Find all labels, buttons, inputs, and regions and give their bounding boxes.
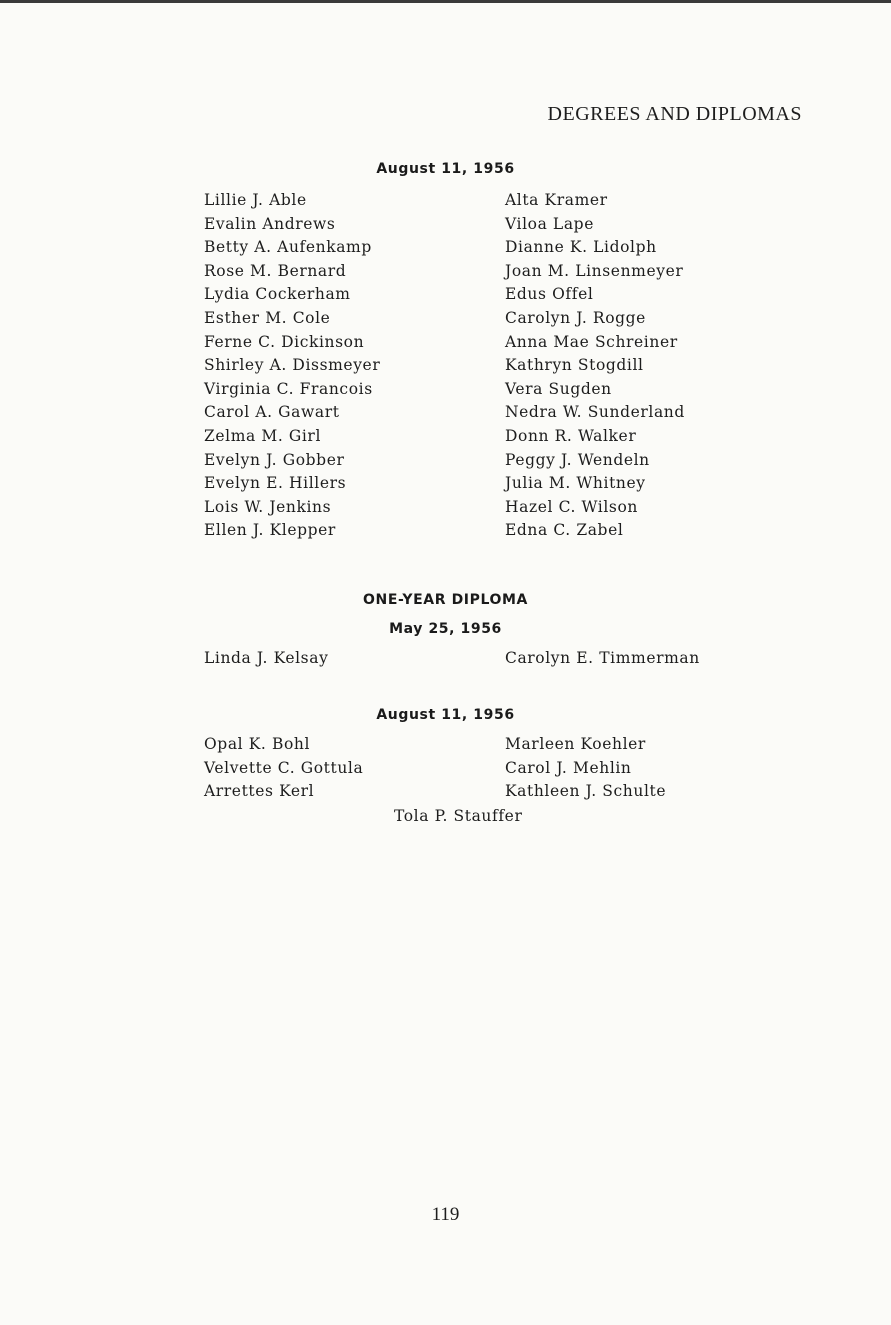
name-entry: Opal K. Bohl — [204, 735, 311, 753]
name-entry: Betty A. Aufenkamp — [204, 238, 372, 257]
name-entry: Arrettes Kerl — [204, 782, 315, 801]
name-entry: Evalin Andrews — [204, 214, 336, 233]
section-date-heading: August 11, 1956 — [376, 161, 515, 177]
name-entry: Ellen J. Klepper — [204, 521, 336, 540]
name-entry: Nedra W. Sunderland — [505, 403, 685, 422]
name-entry: Rose M. Bernard — [204, 261, 347, 280]
name-entry: Shirley A. Dissmeyer — [204, 356, 381, 375]
name-entry: Carolyn E. Timmerman — [505, 649, 700, 667]
name-entry: Carol J. Mehlin — [505, 758, 632, 777]
name-entry: Kathleen J. Schulte — [505, 782, 667, 801]
name-entry: Donn R. Walker — [505, 426, 637, 445]
may-date-heading: May 25, 1956 — [389, 621, 502, 637]
running-head: DEGREES AND DIPLOMAS — [547, 103, 802, 125]
name-entry: Esther M. Cole — [204, 308, 331, 327]
name-entry: Carolyn J. Rogge — [505, 308, 646, 327]
name-entry: Hazel C. Wilson — [505, 497, 638, 516]
name-entry: Zelma M. Girl — [204, 426, 321, 445]
name-entry: Peggy J. Wendeln — [505, 450, 650, 469]
name-entry: Lillie J. Able — [204, 191, 307, 209]
name-entry: Anna Mae Schreiner — [505, 332, 678, 351]
name-entry: Viloa Lape — [505, 214, 594, 233]
name-entry: Carol A. Gawart — [204, 403, 340, 422]
one-year-diploma-heading: ONE-YEAR DIPLOMA — [363, 592, 528, 608]
name-entry: Edna C. Zabel — [505, 521, 624, 540]
names-list-right — [505, 189, 685, 543]
name-entry: Lydia Cockerham — [204, 285, 351, 304]
august-names-right — [505, 733, 666, 804]
name-entry: Linda J. Kelsay — [204, 649, 329, 667]
name-entry: Vera Sugden — [505, 379, 612, 398]
name-entry: Edus Offel — [505, 285, 594, 304]
names-list-left — [204, 189, 380, 543]
page-number: 119 — [431, 1204, 460, 1225]
name-entry: Evelyn E. Hillers — [204, 474, 347, 493]
name-entry: Alta Kramer — [505, 191, 608, 209]
name-entry: Lois W. Jenkins — [204, 497, 332, 516]
name-entry: Dianne K. Lidolph — [505, 238, 657, 257]
centered-name: Tola P. Stauffer — [394, 807, 523, 825]
august-date-heading: August 11, 1956 — [376, 707, 515, 723]
may-names-right — [505, 647, 700, 671]
name-entry: Ferne C. Dickinson — [204, 332, 365, 351]
name-entry: Marleen Koehler — [505, 735, 646, 753]
name-entry: Julia M. Whitney — [505, 474, 646, 493]
name-entry: Evelyn J. Gobber — [204, 450, 345, 469]
august-names-left — [204, 733, 363, 804]
may-names-left — [204, 647, 328, 671]
name-entry: Virginia C. Francois — [204, 379, 373, 398]
name-entry: Kathryn Stogdill — [505, 356, 644, 375]
name-entry: Joan M. Linsenmeyer — [505, 261, 684, 280]
name-entry: Velvette C. Gottula — [204, 758, 364, 777]
top-edge-rule — [0, 0, 891, 3]
